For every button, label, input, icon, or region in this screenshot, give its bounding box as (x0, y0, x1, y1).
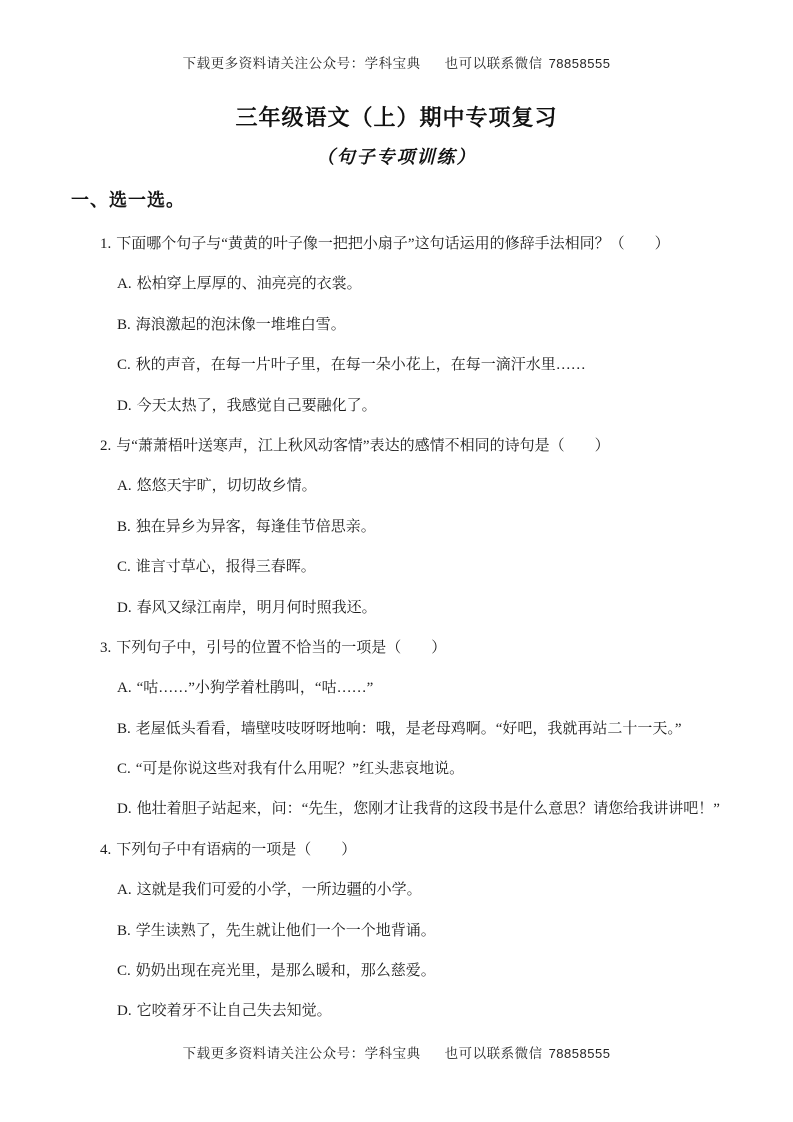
option-label: B. (117, 720, 131, 737)
option-text: 今天太热了，我感觉自己要融化了。 (136, 397, 377, 414)
page-title: 三年级语文（上）期中专项复习 (235, 105, 558, 130)
header-promo-text: 下载更多资料请关注公众号：学科宝典 (182, 56, 421, 71)
option-text: “咕……”小狗学着杜鹃叫，“咕……” (136, 680, 374, 697)
question-2 (0, 426, 793, 628)
option-d (0, 789, 793, 829)
header-wechat-number: 78858555 (548, 56, 611, 71)
option-label: D. (117, 599, 132, 616)
question-4 (0, 830, 793, 1032)
option-label: B. (117, 922, 131, 939)
question-number: 1. (100, 236, 112, 252)
option-label: D. (117, 1003, 132, 1020)
option-text: 它咬着牙不让自己失去知觉。 (136, 1003, 332, 1020)
option-label: B. (117, 518, 131, 535)
question-stem (0, 628, 793, 668)
question-stem (0, 830, 793, 870)
option-label: A. (117, 680, 132, 697)
option-b (0, 911, 793, 951)
option-text: 老屋低头看看，墙壁吱吱呀呀地响：哦，是老母鸡啊。“好吧，我就再站二十一天。” (135, 720, 682, 737)
question-number: 3. (100, 639, 112, 656)
option-label: B. (117, 316, 131, 333)
option-text: 独在异乡为异客，每逢佳节倍思亲。 (135, 518, 376, 535)
footer-contact-text: 也可以联系微信 (444, 1046, 543, 1061)
footer-wechat-number: 78858555 (548, 1046, 611, 1061)
question-text: 下列句子中有语病的一项是（ ） (116, 841, 357, 858)
question-3 (0, 628, 793, 830)
option-label: A. (117, 478, 132, 495)
option-label: C. (117, 357, 131, 374)
option-a (0, 870, 793, 910)
option-label: A. (117, 276, 132, 293)
header-contact-text: 也可以联系微信 (444, 56, 543, 71)
option-a (0, 668, 793, 708)
option-label: D. (117, 801, 132, 818)
option-c (0, 547, 793, 587)
option-label: C. (117, 559, 131, 576)
option-a (0, 466, 793, 506)
option-text: 他壮着胆子站起来，问：“先生，您刚才让我背的这段书是什么意思？请您给我讲讲吧！” (136, 801, 720, 818)
question-text: 下面哪个句子与“黄黄的叶子像一把把小扇子”这句话运用的修辞手法相同？（ ） (116, 236, 670, 252)
page-header-note (0, 52, 793, 72)
option-c (0, 951, 793, 991)
question-text: 与“萧萧梧叶送寒声，江上秋风动客情”表达的感情不相同的诗句是（ ） (116, 437, 610, 454)
option-c (0, 345, 793, 385)
option-label: D. (117, 397, 132, 414)
option-a (0, 264, 793, 304)
option-text: 谁言寸草心，报得三春晖。 (135, 559, 316, 576)
option-d (0, 991, 793, 1031)
option-b (0, 709, 793, 749)
question-1 (0, 224, 793, 426)
page-footer-note (0, 1042, 793, 1062)
option-text: 学生读熟了，先生就让他们一个一个地背诵。 (135, 922, 436, 939)
footer-promo-text: 下载更多资料请关注公众号：学科宝典 (182, 1046, 421, 1061)
page-subtitle: （句子专项训练） (316, 147, 477, 167)
option-label: C. (117, 761, 131, 778)
option-label: A. (117, 882, 132, 899)
option-text: 悠悠天宇旷，切切故乡情。 (136, 478, 317, 495)
question-number: 2. (100, 437, 112, 454)
option-text: 松柏穿上厚厚的、油亮亮的衣裳。 (136, 276, 362, 293)
option-label: C. (117, 963, 131, 980)
option-d (0, 588, 793, 628)
option-text: 奶奶出现在亮光里，是那么暖和，那么慈爱。 (135, 963, 436, 980)
option-c (0, 749, 793, 789)
option-text: 海浪激起的泡沫像一堆堆白雪。 (135, 316, 346, 333)
question-list (0, 224, 793, 1032)
option-text: “可是你说这些对我有什么用呢？”红头悲哀地说。 (135, 761, 465, 778)
option-text: 这就是我们可爱的小学，一所边疆的小学。 (136, 882, 422, 899)
section-heading: 一、选一选。 (71, 190, 185, 210)
option-text: 春风又绿江南岸，明月何时照我还。 (136, 599, 377, 616)
option-b (0, 507, 793, 547)
question-number: 4. (100, 841, 112, 858)
option-text: 秋的声音，在每一片叶子里，在每一朵小花上，在每一滴汗水里…… (135, 357, 586, 374)
question-stem (0, 224, 793, 264)
option-d (0, 386, 793, 426)
question-stem (0, 426, 793, 466)
question-text: 下列句子中，引号的位置不恰当的一项是（ ） (116, 639, 447, 656)
option-b (0, 305, 793, 345)
